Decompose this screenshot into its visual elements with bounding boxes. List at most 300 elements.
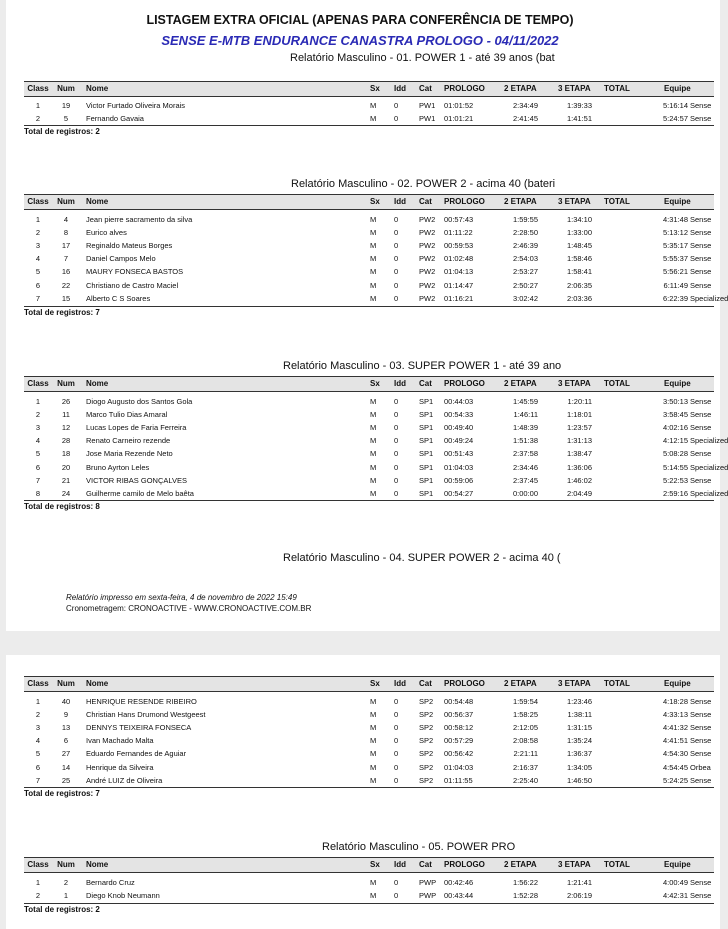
table-row — [24, 474, 714, 487]
cell-etapa2: 2:12:05 — [512, 723, 538, 733]
cell-idd: 0 — [394, 891, 399, 901]
cell-prologo: 00:56:42 — [444, 749, 474, 759]
cell-etapa3: 1:46:50 — [566, 775, 592, 785]
cell-class: 1 — [35, 697, 41, 706]
table-row — [24, 434, 728, 447]
cell-equipe: Sense — [690, 475, 712, 485]
cell-etapa3: 1:34:05 — [566, 762, 592, 772]
cell-equipe: Sense — [690, 280, 712, 290]
cell-num: 11 — [62, 410, 70, 420]
cell-sx: M — [370, 228, 377, 238]
cell-total: 4:02:16 — [662, 423, 688, 433]
column-header-equipe: Equipe — [664, 379, 691, 388]
cell-class: 6 — [35, 462, 41, 472]
cell-num: 25 — [61, 775, 71, 785]
cell-cat: SP1 — [419, 397, 434, 406]
cell-idd: 0 — [394, 878, 399, 887]
cell-cat: SP2 — [419, 710, 434, 720]
column-header-etapa3: 3 ETAPA — [558, 197, 591, 206]
table-row — [24, 252, 714, 265]
cell-total: 4:33:13 — [662, 710, 688, 720]
cell-prologo: 01:11:55 — [444, 775, 473, 785]
column-header-total: TOTAL — [604, 84, 630, 93]
cell-cat: PW2 — [419, 254, 436, 264]
cell-nome: Bruno Ayrton Leles — [86, 462, 150, 472]
cell-total: 5:08:28 — [662, 449, 688, 459]
table-header — [24, 676, 714, 692]
column-header-num: Num — [57, 860, 75, 869]
cell-num: 6 — [63, 736, 69, 746]
cell-total: 2:59:16 — [662, 488, 688, 498]
table-header — [24, 194, 714, 210]
column-header-prologo: PROLOGO — [444, 197, 485, 206]
column-header-sx: Sx — [370, 197, 380, 206]
cell-prologo: 00:42:46 — [444, 878, 474, 887]
cell-etapa3: 1:23:57 — [566, 423, 592, 433]
column-header-num: Num — [57, 84, 75, 93]
cell-equipe: Orbea — [690, 762, 711, 772]
cell-num: 14 — [61, 762, 71, 772]
cell-prologo: 00:56:37 — [444, 710, 474, 720]
cell-total: 5:22:53 — [662, 475, 688, 485]
cell-sx: M — [370, 475, 377, 485]
cell-total: 6:22:39 — [662, 293, 688, 303]
cell-total: 3:50:13 — [662, 397, 688, 406]
cell-sx: M — [370, 449, 377, 459]
total-records: Total de registros: 2 — [24, 125, 714, 136]
column-header-num: Num — [57, 197, 75, 206]
cell-nome: Eduardo Fernandes de Aguiar — [86, 749, 187, 759]
cell-sx: M — [370, 397, 377, 406]
cell-cat: SP1 — [419, 423, 434, 433]
cell-class: 4 — [35, 736, 41, 746]
cell-etapa2: 2:28:50 — [512, 228, 538, 238]
table-row — [24, 761, 714, 774]
column-header-class: Class — [27, 860, 49, 869]
table-row — [24, 213, 714, 226]
cell-etapa2: 1:46:11 — [513, 410, 538, 420]
cell-sx: M — [370, 762, 377, 772]
cell-cat: SP2 — [419, 736, 434, 746]
cell-etapa3: 1:46:02 — [566, 475, 592, 485]
cell-etapa3: 1:58:41 — [566, 267, 592, 277]
cell-etapa3: 1:38:11 — [567, 710, 592, 720]
cell-nome: Diego Knob Neumann — [86, 891, 160, 901]
table-row — [24, 239, 714, 252]
cell-etapa2: 1:58:25 — [512, 710, 538, 720]
column-header-idd: Idd — [394, 379, 406, 388]
column-header-prologo: PROLOGO — [444, 84, 485, 93]
cell-sx: M — [370, 215, 377, 224]
cell-idd: 0 — [394, 397, 399, 406]
cell-prologo: 00:49:40 — [444, 423, 474, 433]
cell-sx: M — [370, 775, 377, 785]
column-header-total: TOTAL — [604, 860, 630, 869]
table-row — [24, 721, 714, 734]
cell-etapa3: 1:38:47 — [566, 449, 592, 459]
cell-etapa2: 3:02:42 — [512, 293, 538, 303]
cell-prologo: 00:43:44 — [444, 891, 474, 901]
cell-num: 12 — [61, 423, 71, 433]
cell-etapa3: 1:34:10 — [566, 215, 592, 224]
cell-class: 5 — [35, 449, 41, 459]
cell-etapa3: 2:03:36 — [566, 293, 592, 303]
cell-etapa3: 1:21:41 — [566, 878, 592, 887]
cell-class: 3 — [35, 723, 41, 733]
cell-equipe: Sense — [690, 723, 712, 733]
column-header-etapa2: 2 ETAPA — [504, 860, 537, 869]
cell-sx: M — [370, 891, 377, 901]
cell-cat: SP1 — [419, 462, 434, 472]
cell-etapa2: 1:45:59 — [512, 397, 538, 406]
cell-prologo: 00:54:33 — [444, 410, 474, 420]
column-header-nome: Nome — [86, 197, 109, 206]
cell-etapa2: 1:48:39 — [512, 423, 538, 433]
column-header-total: TOTAL — [604, 679, 630, 688]
cell-class: 3 — [35, 423, 41, 433]
cell-nome: DENNYS TEIXEIRA FONSECA — [86, 723, 192, 733]
category-title: Relatório Masculino - 05. POWER PRO — [322, 841, 516, 853]
table-row — [24, 889, 714, 902]
category-title: Relatório Masculino - 03. SUPER POWER 1 - até 39 ano — [283, 360, 562, 372]
cell-total: 4:41:51 — [662, 736, 688, 746]
cell-sx: M — [370, 114, 377, 124]
cell-equipe: Specialized — [690, 488, 728, 498]
cell-etapa2: 2:37:45 — [512, 475, 538, 485]
cell-total: 5:16:14 — [662, 101, 688, 110]
column-header-cat: Cat — [419, 197, 432, 206]
column-header-prologo: PROLOGO — [444, 679, 485, 688]
column-header-sx: Sx — [370, 379, 380, 388]
cell-idd: 0 — [394, 736, 399, 746]
cell-equipe: Sense — [690, 736, 712, 746]
cell-nome: Diogo Augusto dos Santos Gola — [86, 397, 193, 406]
cell-sx: M — [370, 462, 377, 472]
cell-idd: 0 — [394, 410, 399, 420]
cell-sx: M — [370, 749, 377, 759]
cell-equipe: Sense — [690, 228, 712, 238]
cell-num: 20 — [61, 462, 71, 472]
cell-class: 7 — [35, 293, 41, 303]
category-title: Relatório Masculino - 04. SUPER POWER 2 - acima 40 ( — [283, 552, 561, 564]
column-header-etapa3: 3 ETAPA — [558, 84, 591, 93]
cell-prologo: 00:59:06 — [444, 475, 474, 485]
column-header-idd: Idd — [394, 197, 406, 206]
cell-idd: 0 — [394, 215, 399, 224]
cell-idd: 0 — [394, 101, 399, 110]
table-row — [24, 876, 714, 889]
cell-equipe: Specialized — [690, 293, 728, 303]
cell-cat: PWP — [419, 878, 437, 887]
table-row — [24, 487, 728, 500]
cell-prologo: 00:54:27 — [444, 488, 474, 498]
cell-nome: Henrique da Silveira — [86, 762, 154, 772]
column-header-cat: Cat — [419, 84, 432, 93]
column-header-etapa3: 3 ETAPA — [558, 860, 591, 869]
timing-credit: Cronometragem: CRONOACTIVE - WWW.CRONOACTIVE.COM.BR — [66, 604, 312, 613]
cell-class: 2 — [35, 891, 41, 901]
cell-num: 40 — [61, 697, 71, 706]
cell-prologo: 00:44:03 — [444, 397, 474, 406]
cell-nome: André LUIZ de Oliveira — [86, 775, 163, 785]
cell-total: 3:58:45 — [662, 410, 688, 420]
cell-etapa3: 1:18:01 — [566, 410, 592, 420]
cell-prologo: 00:57:29 — [444, 736, 474, 746]
cell-num: 27 — [61, 749, 71, 759]
cell-etapa3: 1:33:00 — [566, 228, 592, 238]
cell-nome: Alberto C S Soares — [86, 293, 151, 303]
cell-etapa3: 2:04:49 — [566, 488, 592, 498]
table-row — [24, 708, 714, 721]
cell-etapa3: 1:31:13 — [566, 436, 592, 446]
cell-cat: PW2 — [419, 293, 436, 303]
column-header-cat: Cat — [419, 679, 432, 688]
column-header-etapa2: 2 ETAPA — [504, 679, 537, 688]
cell-idd: 0 — [394, 293, 399, 303]
cell-etapa2: 2:50:27 — [512, 280, 538, 290]
cell-etapa2: 2:08:58 — [512, 736, 538, 746]
cell-prologo: 01:02:48 — [444, 254, 474, 264]
cell-nome: Lucas Lopes de Faria Ferreira — [86, 423, 187, 433]
cell-equipe: Sense — [690, 215, 712, 224]
cell-equipe: Sense — [690, 710, 712, 720]
cell-nome: Renato Carneiro rezende — [86, 436, 171, 446]
cell-nome: Christiano de Castro Maciel — [86, 280, 179, 290]
cell-class: 2 — [35, 228, 41, 238]
column-header-class: Class — [27, 197, 49, 206]
cell-etapa2: 1:52:28 — [512, 891, 538, 901]
column-header-etapa3: 3 ETAPA — [558, 379, 591, 388]
table-row — [24, 447, 714, 460]
cell-etapa2: 2:41:45 — [512, 114, 538, 124]
table-row — [24, 226, 714, 239]
cell-total: 5:55:37 — [662, 254, 688, 264]
cell-idd: 0 — [394, 710, 399, 720]
cell-class: 2 — [35, 710, 41, 720]
cell-sx: M — [370, 293, 377, 303]
cell-sx: M — [370, 410, 377, 420]
cell-sx: M — [370, 254, 377, 264]
cell-etapa3: 1:48:45 — [566, 241, 592, 251]
column-header-etapa2: 2 ETAPA — [504, 379, 537, 388]
cell-prologo: 00:54:48 — [444, 697, 474, 706]
cell-nome: Jose Maria Rezende Neto — [86, 449, 173, 459]
cell-equipe: Sense — [690, 697, 712, 706]
cell-etapa3: 1:58:46 — [566, 254, 592, 264]
cell-class: 6 — [35, 280, 41, 290]
cell-nome: Fernando Gavaia — [86, 114, 144, 124]
table-row — [24, 112, 714, 125]
table-row — [24, 408, 714, 421]
cell-nome: Jean pierre sacramento da silva — [86, 215, 193, 224]
table-row — [24, 695, 714, 708]
column-header-class: Class — [27, 84, 49, 93]
column-header-cat: Cat — [419, 379, 432, 388]
cell-equipe: Sense — [690, 397, 712, 406]
cell-equipe: Specialized — [690, 462, 728, 472]
cell-equipe: Sense — [690, 410, 712, 420]
column-header-etapa3: 3 ETAPA — [558, 679, 591, 688]
cell-class: 5 — [35, 749, 41, 759]
cell-idd: 0 — [394, 475, 399, 485]
cell-equipe: Sense — [690, 101, 712, 110]
cell-nome: Ivan Machado Malta — [86, 736, 154, 746]
cell-equipe: Sense — [690, 114, 712, 124]
column-header-class: Class — [27, 379, 49, 388]
cell-sx: M — [370, 280, 377, 290]
cell-prologo: 01:01:21 — [444, 114, 474, 124]
cell-num: 18 — [61, 449, 71, 459]
cell-etapa2: 2:34:46 — [512, 462, 538, 472]
column-header-prologo: PROLOGO — [444, 860, 485, 869]
cell-num: 16 — [61, 267, 71, 277]
cell-num: 17 — [61, 241, 71, 251]
cell-cat: SP2 — [419, 723, 434, 733]
cell-num: 2 — [63, 878, 69, 887]
column-header-equipe: Equipe — [664, 84, 691, 93]
column-header-nome: Nome — [86, 679, 109, 688]
cell-etapa3: 2:06:19 — [566, 891, 592, 901]
total-records: Total de registros: 7 — [24, 306, 714, 317]
column-header-nome: Nome — [86, 860, 109, 869]
cell-total: 4:18:28 — [662, 697, 688, 706]
cell-total: 4:31:48 — [662, 215, 688, 224]
cell-idd: 0 — [394, 749, 399, 759]
cell-class: 5 — [35, 267, 41, 277]
cell-cat: SP1 — [419, 475, 434, 485]
cell-cat: SP1 — [419, 436, 434, 446]
cell-nome: Eurico alves — [86, 228, 127, 238]
column-header-etapa2: 2 ETAPA — [504, 84, 537, 93]
cell-total: 4:00:49 — [662, 878, 688, 887]
cell-cat: SP2 — [419, 762, 434, 772]
cell-total: 5:56:21 — [662, 267, 688, 277]
table-row — [24, 461, 728, 474]
cell-num: 24 — [61, 488, 71, 498]
cell-sx: M — [370, 736, 377, 746]
cell-etapa3: 1:35:24 — [566, 736, 592, 746]
cell-cat: SP2 — [419, 697, 434, 706]
column-header-cat: Cat — [419, 860, 432, 869]
cell-total: 4:42:31 — [662, 891, 688, 901]
cell-idd: 0 — [394, 114, 399, 124]
cell-sx: M — [370, 267, 377, 277]
cell-etapa2: 2:53:27 — [512, 267, 538, 277]
cell-idd: 0 — [394, 775, 399, 785]
table-header — [24, 81, 714, 97]
cell-etapa3: 1:39:33 — [566, 101, 592, 110]
cell-prologo: 00:49:24 — [444, 436, 474, 446]
category-title: Relatório Masculino - 01. POWER 1 - até 39 anos (bat — [290, 52, 555, 64]
cell-sx: M — [370, 241, 377, 251]
cell-cat: SP2 — [419, 775, 434, 785]
cell-idd: 0 — [394, 697, 399, 706]
cell-etapa2: 2:25:40 — [512, 775, 538, 785]
cell-num: 8 — [63, 228, 69, 238]
cell-class: 2 — [35, 410, 41, 420]
cell-class: 1 — [35, 215, 41, 224]
cell-prologo: 00:58:12 — [444, 723, 474, 733]
cell-nome: Daniel Campos Melo — [86, 254, 156, 264]
cell-nome: Guilherme camilo de Melo baêta — [86, 488, 194, 498]
cell-sx: M — [370, 697, 377, 706]
cell-nome: MAURY FONSECA BASTOS — [86, 267, 184, 277]
cell-equipe: Sense — [690, 749, 712, 759]
column-header-equipe: Equipe — [664, 679, 691, 688]
column-header-equipe: Equipe — [664, 197, 691, 206]
cell-idd: 0 — [394, 254, 399, 264]
cell-equipe: Sense — [690, 449, 712, 459]
event-title: SENSE E-MTB ENDURANCE CANASTRA PROLOGO - 04/11/2022 — [161, 33, 559, 48]
column-header-sx: Sx — [370, 679, 380, 688]
cell-total: 5:13:12 — [662, 228, 688, 238]
cell-sx: M — [370, 423, 377, 433]
column-header-total: TOTAL — [604, 379, 630, 388]
column-header-nome: Nome — [86, 84, 109, 93]
cell-num: 4 — [63, 215, 69, 224]
table-row — [24, 747, 714, 760]
cell-cat: SP1 — [419, 449, 434, 459]
cell-sx: M — [370, 723, 377, 733]
cell-nome: Christian Hans Drumond Westgeest — [86, 710, 206, 720]
cell-total: 4:54:30 — [662, 749, 688, 759]
category-title: Relatório Masculino - 02. POWER 2 - acima 40 (bateri — [291, 178, 556, 190]
cell-idd: 0 — [394, 723, 399, 733]
cell-idd: 0 — [394, 228, 399, 238]
cell-num: 15 — [61, 293, 71, 303]
column-header-idd: Idd — [394, 679, 406, 688]
cell-idd: 0 — [394, 449, 399, 459]
cell-etapa3: 1:31:15 — [566, 723, 592, 733]
cell-equipe: Sense — [690, 241, 712, 251]
cell-prologo: 01:04:03 — [444, 462, 474, 472]
table-header — [24, 376, 714, 392]
cell-total: 4:41:32 — [662, 723, 688, 733]
cell-etapa3: 1:23:46 — [566, 697, 592, 706]
cell-sx: M — [370, 878, 377, 887]
table-row — [24, 265, 714, 278]
cell-cat: PW1 — [419, 101, 436, 110]
cell-equipe: Sense — [690, 878, 712, 887]
column-header-etapa2: 2 ETAPA — [504, 197, 537, 206]
table-row — [24, 421, 714, 434]
cell-cat: PW2 — [419, 280, 436, 290]
cell-etapa2: 2:37:58 — [512, 449, 538, 459]
cell-etapa2: 2:16:37 — [512, 762, 538, 772]
column-header-equipe: Equipe — [664, 860, 691, 869]
column-header-idd: Idd — [394, 860, 406, 869]
cell-class: 7 — [35, 775, 41, 785]
cell-sx: M — [370, 101, 377, 110]
cell-num: 22 — [61, 280, 71, 290]
cell-equipe: Sense — [690, 891, 712, 901]
cell-etapa2: 1:59:54 — [512, 697, 538, 706]
cell-class: 1 — [35, 878, 41, 887]
cell-cat: PW2 — [419, 228, 436, 238]
cell-sx: M — [370, 710, 377, 720]
cell-etapa3: 1:36:37 — [566, 749, 592, 759]
cell-idd: 0 — [394, 280, 399, 290]
cell-etapa3: 2:06:35 — [566, 280, 592, 290]
cell-prologo: 00:57:43 — [444, 215, 474, 224]
cell-class: 8 — [35, 488, 41, 498]
cell-class: 4 — [35, 436, 41, 446]
cell-prologo: 01:16:21 — [444, 293, 474, 303]
cell-equipe: Sense — [690, 267, 712, 277]
cell-num: 28 — [61, 436, 71, 446]
cell-idd: 0 — [394, 762, 399, 772]
cell-cat: SP2 — [419, 749, 434, 759]
